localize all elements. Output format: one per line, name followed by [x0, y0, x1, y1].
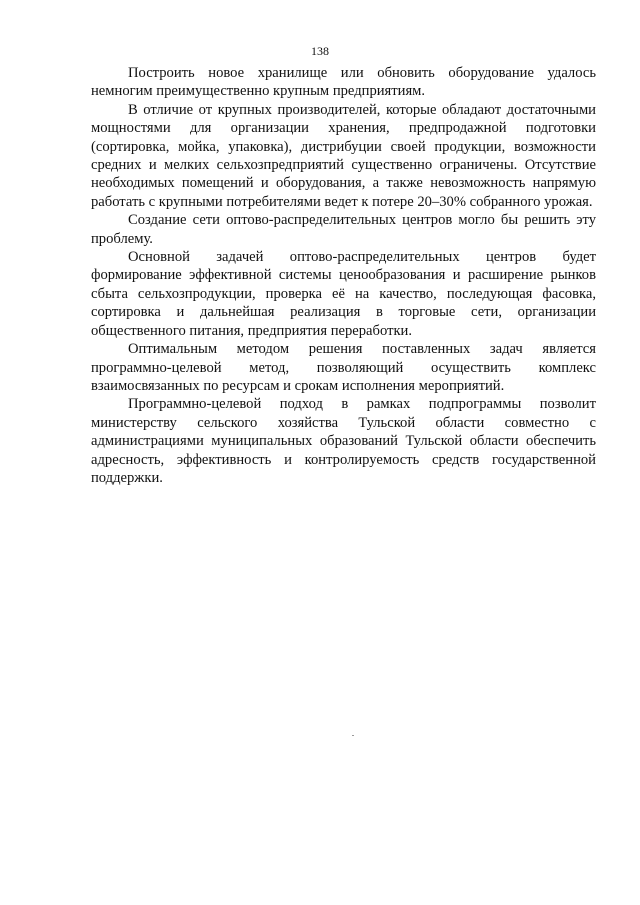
paragraph: Оптимальным методом решения поставленных задач является программно-целевой метод, позволяющий осуществить комплекс взаимосвязанных по ресурсам и срокам исполнения мероприятий.: [91, 341, 596, 394]
scan-artifact: [352, 735, 354, 736]
paragraph: Построить новое хранилище или обновить оборудование удалось немногим преимущественно крупным предприятиям.: [91, 65, 596, 100]
paragraph: В отличие от крупных производителей, которые обладают достаточными мощностями для организации хранения, предпродажной подготовки (сортировка, мойка, упаковка), дистрибуции своей продукции, возможности средних и мелких сельхозпредприятий существенно ограничены. Отсутствие необходимых помещений и оборудования, а также невозможность напрямую работать с крупными потребителями ведет к потере 20–30% собранного урожая.: [91, 101, 596, 210]
body-text: [91, 64, 596, 487]
paragraph: Программно-целевой подход в рамках подпрограммы позволит министерству сельского хозяйства Тульской области совместно с администрациями муниципальных образований Тульской области обеспечить адресность, эффективность и контролируемость средств государственной поддержки.: [91, 396, 596, 486]
paragraph: Создание сети оптово-распределительных центров могло бы решить эту проблему.: [91, 212, 596, 247]
paragraph: Основной задачей оптово-распределительных центров будет формирование эффективной системы ценообразования и расширение рынков сбыта сельхозпродукции, проверка её на качество, последующая фасовка, сортировка и дальнейшая реализация в торговые сети, организации общественного питания, предприятия переработки.: [91, 249, 596, 339]
page-number: 138: [311, 44, 329, 58]
